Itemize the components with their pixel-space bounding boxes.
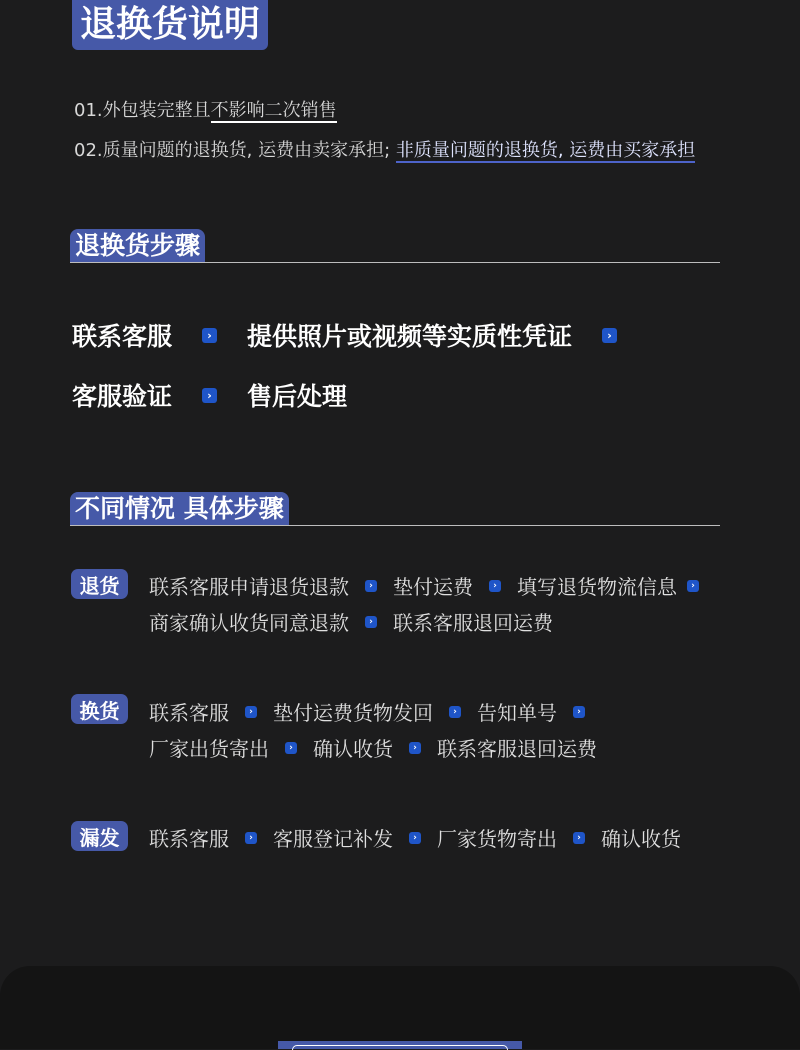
case-step: 填写退货物流信息 <box>517 575 677 599</box>
case-step: 垫付运费货物发回 <box>273 701 433 725</box>
chevron-right-icon: › <box>365 616 377 628</box>
case-step: 确认收货 <box>601 827 681 851</box>
chevron-right-icon: › <box>365 580 377 592</box>
note-2-underlined: 非质量问题的退换货, 运费由买家承担 <box>395 140 696 161</box>
step-contact: 联系客服 <box>72 322 173 351</box>
step-evidence: 提供照片或视频等实质性凭证 <box>247 322 573 351</box>
steps-row-1 <box>72 317 617 353</box>
chevron-right-icon: › <box>573 832 585 844</box>
step-verify: 客服验证 <box>72 382 173 411</box>
cases-section-header <box>70 489 720 526</box>
note-line-1 <box>74 96 337 122</box>
return-steps-line-2 <box>149 607 553 636</box>
steps-section-title: 退换货步骤 <box>70 229 205 262</box>
exchange-steps-line-2 <box>149 733 597 762</box>
case-step: 垫付运费 <box>393 575 473 599</box>
case-step: 厂家货物寄出 <box>437 827 557 851</box>
missing-badge: 漏发 <box>71 821 128 851</box>
case-step: 告知单号 <box>477 701 557 725</box>
steps-section-header <box>70 226 720 263</box>
exchange-badge: 换货 <box>71 694 128 724</box>
case-step: 联系客服退回运费 <box>437 737 597 761</box>
note-line-2 <box>74 136 695 162</box>
missing-steps-line-1 <box>149 823 681 852</box>
step-aftersale: 售后处理 <box>247 382 348 411</box>
chevron-right-icon: › <box>573 706 585 718</box>
chevron-right-icon: › <box>409 832 421 844</box>
chevron-right-icon: › <box>285 742 297 754</box>
note-2-prefix: 02.质量问题的退换货, 运费由卖家承担; <box>74 140 396 161</box>
case-step: 联系客服退回运费 <box>393 611 553 635</box>
note-1-prefix: 01.外包装完整且 <box>74 100 211 121</box>
chevron-right-icon: › <box>449 706 461 718</box>
case-step: 商家确认收货同意退款 <box>149 611 349 635</box>
case-step: 厂家出货寄出 <box>149 737 269 761</box>
chevron-right-icon: › <box>245 706 257 718</box>
case-step: 联系客服 <box>149 827 229 851</box>
case-step: 确认收货 <box>313 737 393 761</box>
chevron-right-icon: › <box>687 580 699 592</box>
chevron-right-icon: › <box>245 832 257 844</box>
chevron-right-icon: › <box>202 328 217 343</box>
note-1-underlined: 不影响二次销售 <box>210 100 337 121</box>
bottom-panel <box>0 966 800 1049</box>
chevron-right-icon: › <box>202 388 217 403</box>
case-step: 联系客服申请退货退款 <box>149 575 349 599</box>
chevron-right-icon: › <box>409 742 421 754</box>
exchange-steps-line-1 <box>149 697 601 726</box>
steps-row-2 <box>72 377 347 413</box>
chevron-right-icon: › <box>602 328 617 343</box>
bottom-tab-decoration <box>278 1041 522 1049</box>
return-steps-line-1 <box>149 571 699 600</box>
page-title: 退换货说明 <box>72 0 268 50</box>
return-badge: 退货 <box>71 569 128 599</box>
case-step: 联系客服 <box>149 701 229 725</box>
cases-section-title: 不同情况 具体步骤 <box>70 492 289 525</box>
case-step: 客服登记补发 <box>273 827 393 851</box>
chevron-right-icon: › <box>489 580 501 592</box>
